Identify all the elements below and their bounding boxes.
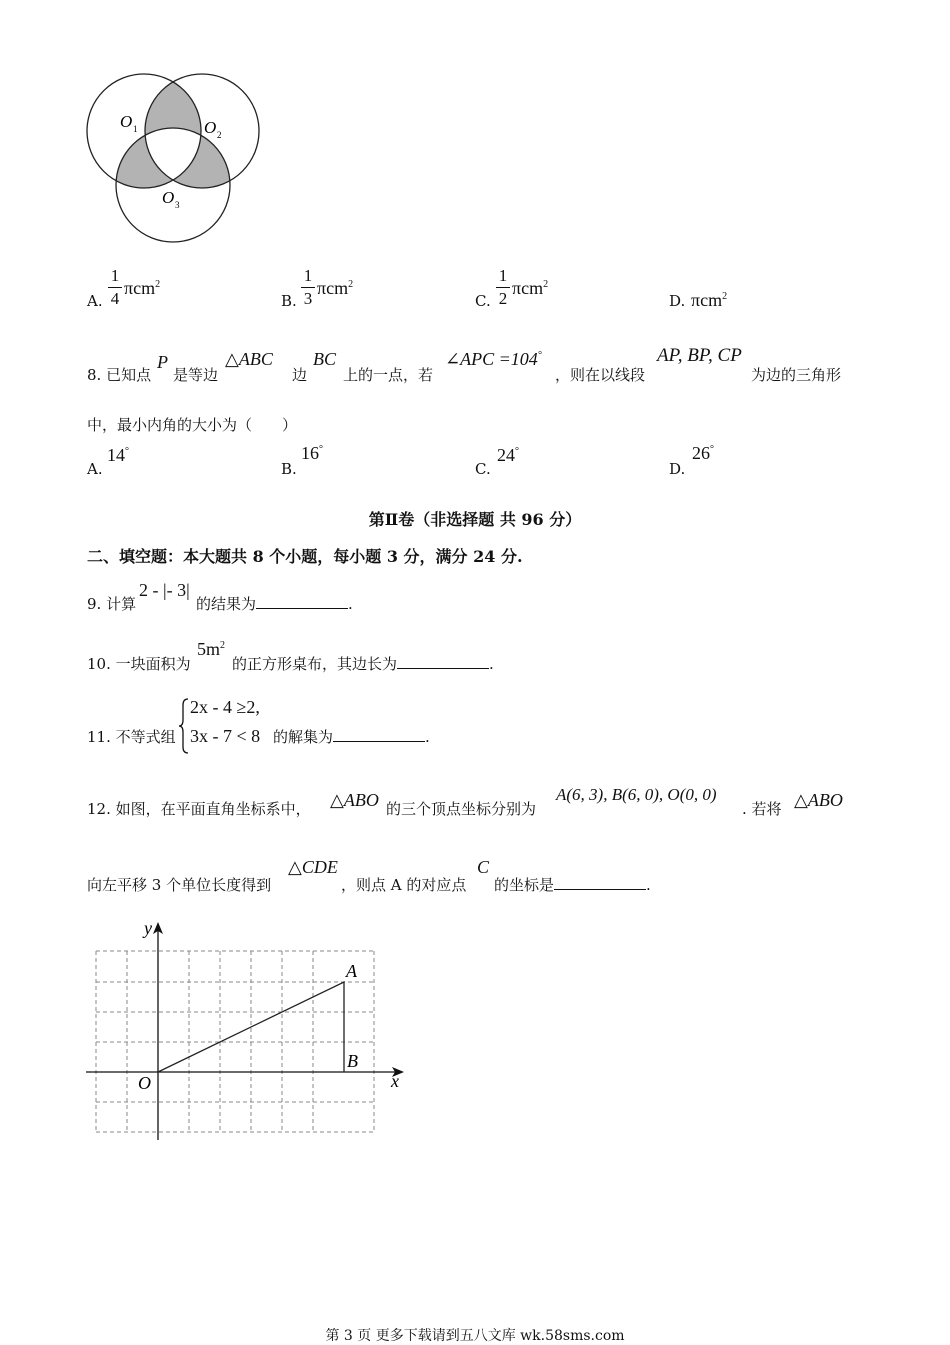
q12-text-2: 的三个顶点坐标分别为 [386, 800, 537, 818]
exponent: 2 [220, 640, 226, 651]
label-o3: O [162, 188, 175, 207]
q8-side-bc: BC [313, 349, 337, 369]
q9-expression: 2 - |- 3| [139, 580, 190, 600]
denominator: 4 [110, 289, 120, 308]
q7-option-d-unit [691, 290, 727, 311]
point-b-label: B [347, 1051, 358, 1071]
q8-option-b-letter: B. [281, 460, 297, 478]
unit: πcm [512, 278, 544, 298]
q11-text-2 [273, 726, 430, 747]
q12-triangle-cde: △CDE [288, 857, 338, 877]
value: 14 [107, 445, 125, 465]
q7-option-a-letter: A. [87, 292, 103, 310]
brace-icon [179, 698, 189, 754]
q12-triangle-2: △ABO [794, 790, 843, 810]
period: . [425, 728, 430, 746]
q8-option-d-letter: D. [669, 460, 686, 478]
unit: πcm [317, 278, 349, 298]
section-2-title: 第Ⅱ卷（非选择题 共 96 分） [368, 510, 582, 529]
value: 5m [197, 639, 221, 659]
degree: ° [125, 446, 129, 457]
q12-line-2c [494, 874, 651, 895]
period: . [489, 655, 494, 673]
exponent: 2 [348, 279, 354, 290]
exponent: 2 [722, 291, 728, 302]
numerator: 1 [110, 266, 120, 285]
numerator: 1 [498, 266, 508, 285]
q8-text-5: ，则在以线段 [555, 366, 646, 384]
q11-inequality-1: 2x - 4 ≥2, [190, 697, 260, 717]
q10-text-1: 10. 一块面积为 [87, 655, 191, 673]
degree: ° [515, 446, 519, 457]
degree: ° [319, 444, 323, 455]
value: 26 [692, 443, 710, 463]
q8-text-3: 边 [292, 366, 308, 384]
q8-option-a-value [107, 445, 129, 466]
q11-answer-blank[interactable] [333, 727, 425, 742]
numerator: 1 [303, 266, 313, 285]
q12-triangle: △ABO [330, 790, 379, 810]
q7-option-b-letter: B. [281, 292, 297, 310]
q9-text-2 [196, 593, 353, 614]
q7-option-d-letter: D. [669, 292, 686, 310]
label-o1-sub: 1 [133, 124, 138, 134]
q7-option-a-unit [124, 278, 160, 299]
q11-text-1: 11. 不等式组 [87, 728, 176, 746]
q12-answer-blank[interactable] [554, 875, 646, 890]
q7-option-c-letter: C. [475, 292, 491, 310]
three-circles-figure [80, 70, 270, 250]
grid-lines [96, 951, 374, 1132]
denominator: 2 [498, 289, 508, 308]
origin-label: O [138, 1073, 151, 1093]
q7-option-b-unit [317, 278, 353, 299]
exponent: 2 [155, 279, 161, 290]
x-label: x [391, 1071, 399, 1091]
q8-option-b-value [301, 443, 323, 464]
unit: πcm [124, 278, 156, 298]
q10-area [197, 639, 225, 660]
q7-option-c-unit [512, 278, 548, 299]
q12-text-1: 12. 如图，在平面直角坐标系中， [87, 800, 311, 818]
q10-answer-blank[interactable] [397, 654, 489, 669]
label: 的结果为 [196, 595, 257, 613]
shaded-region [116, 74, 259, 242]
q8-angle [445, 349, 542, 370]
q12-point-c: C [477, 857, 490, 877]
label-o1: O [120, 112, 133, 131]
label-o3-sub: 3 [175, 200, 180, 210]
section-2-heading: 二、填空题：本大题共 8 个小题，每小题 3 分，满分 24 分. [87, 547, 523, 566]
q8-segments: AP, BP, CP [657, 345, 742, 366]
q12-line-2a: 向左平移 3 个单位长度得到 [87, 876, 272, 894]
value: 16 [301, 443, 319, 463]
q8-option-d-value [692, 443, 714, 464]
label-o2-sub: 2 [217, 130, 222, 140]
q8-point-p: P [157, 352, 168, 372]
coordinate-graph [80, 912, 420, 1152]
q8-text-2: 是等边 [173, 366, 219, 384]
q7-option-c-fraction [496, 266, 510, 309]
point-a-label: A [346, 961, 357, 981]
angle-expr: ∠APC =104 [445, 349, 538, 369]
period: . [646, 876, 651, 894]
q9-answer-blank[interactable] [256, 594, 348, 609]
q9-text-1: 9. 计算 [87, 595, 137, 613]
q8-text-6: 为边的三角形 [751, 366, 842, 384]
q8-option-c-value [497, 445, 519, 466]
q12-coordinates: A(6, 3), B(6, 0), O(0, 0) [556, 785, 717, 804]
q11-inequality-2: 3x - 7 < 8 [190, 726, 261, 746]
q7-option-b-fraction [301, 266, 315, 309]
q8-option-a-letter: A. [87, 460, 103, 478]
q8-option-c-letter: C. [475, 460, 491, 478]
q7-option-a-fraction [108, 266, 122, 309]
q12-text-3: . 若将 [742, 800, 782, 818]
label: 的正方形桌布，其边长为 [232, 655, 398, 673]
denominator: 3 [303, 289, 313, 308]
q8-text-1: 8. 已知点 [87, 366, 152, 384]
exponent: 2 [543, 279, 549, 290]
unit: πcm [691, 290, 723, 310]
q8-text-4: 上的一点，若 [343, 366, 434, 384]
value: 24 [497, 445, 515, 465]
y-label: y [144, 918, 152, 938]
degree: ° [537, 350, 542, 361]
label: 的坐标是 [494, 876, 555, 894]
degree: ° [710, 444, 714, 455]
label: 的解集为 [273, 728, 334, 746]
q12-line-2b: ，则点 A 的对应点 [341, 876, 467, 894]
period: . [348, 595, 353, 613]
q8-triangle: △ABC [225, 349, 273, 369]
page-footer: 第 3 页 更多下载请到五八文库 wk.58sms.com [325, 1328, 625, 1344]
q8-line-2: 中，最小内角的大小为（ ） [87, 416, 298, 434]
label-o2: O [204, 118, 217, 137]
q10-text-2 [232, 653, 494, 674]
